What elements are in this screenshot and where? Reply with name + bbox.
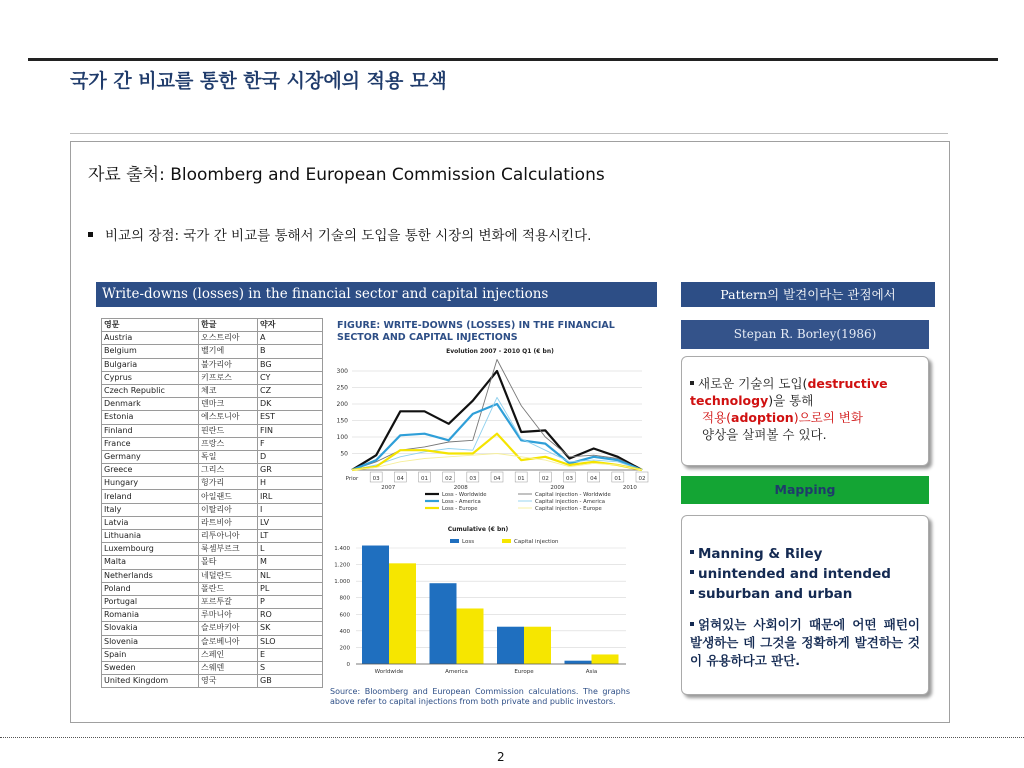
- card1-text-e: )으로의 변화: [793, 410, 863, 425]
- table-cell: S: [258, 661, 323, 674]
- x-tick-label: 04: [590, 476, 598, 482]
- legend-label: Loss: [462, 539, 475, 545]
- technology-adoption-card: [681, 356, 929, 466]
- year-label: 2007: [381, 485, 396, 491]
- category-label: Worldwide: [374, 669, 404, 675]
- mapping-note: [690, 616, 920, 670]
- year-label: 2010: [622, 485, 637, 491]
- y-tick-label: 150: [336, 417, 348, 425]
- bar: [457, 608, 484, 664]
- table-cell: Belgium: [102, 345, 199, 358]
- table-row: [102, 332, 323, 345]
- x-tick-label: 02: [445, 476, 453, 482]
- x-tick-label: Prior: [345, 476, 359, 482]
- mapping-item-text: suburban and urban: [698, 586, 853, 602]
- table-cell: GB: [258, 675, 323, 688]
- mapping-item-text: Manning & Riley: [698, 546, 823, 562]
- table-cell: 벨기에: [199, 345, 258, 358]
- table-cell: L: [258, 543, 323, 556]
- legend-label: Loss - Europe: [442, 506, 478, 512]
- table-cell: CZ: [258, 384, 323, 397]
- x-tick-label: 03: [372, 476, 380, 482]
- table-cell: 영문: [102, 319, 199, 332]
- y-tick-label: 50: [340, 450, 348, 458]
- y-tick-label: 300: [336, 368, 348, 375]
- y-tick-label: 250: [336, 384, 348, 392]
- y-tick-label: 1.400: [334, 546, 350, 552]
- table-cell: DK: [258, 398, 323, 411]
- table-cell: 슬로베니아: [199, 635, 258, 648]
- table-cell: EST: [258, 411, 323, 424]
- mapping-item: [690, 584, 920, 604]
- table-cell: Romania: [102, 609, 199, 622]
- card1-line2: [690, 409, 920, 426]
- legend-label: Capital injection - Worldwide: [535, 492, 611, 498]
- source-label: 자료 출처: [88, 165, 160, 185]
- table-row: [102, 371, 323, 384]
- table-cell: 약자: [258, 319, 323, 332]
- table-cell: BG: [258, 358, 323, 371]
- mapping-card: [681, 515, 929, 695]
- table-cell: Sweden: [102, 661, 199, 674]
- legend-swatch: [502, 539, 511, 543]
- table-row: [102, 503, 323, 516]
- table-cell: 오스트리아: [199, 332, 258, 345]
- table-cell: Cyprus: [102, 371, 199, 384]
- table-cell: 체코: [199, 384, 258, 397]
- mapping-note-text: 얽혀있는 사회이기 때문에 어떤 패턴이 발생하는 데 그것을 정확하게 발견하는 것이 유용하다고 판단.: [690, 617, 920, 668]
- mapping-item: [690, 564, 920, 584]
- card1-adoption: adoption: [731, 410, 794, 425]
- cumulative-bar-chart: [330, 522, 640, 684]
- table-cell: CY: [258, 371, 323, 384]
- table-row: [102, 595, 323, 608]
- x-tick-label: 03: [566, 476, 573, 482]
- card1-destructive-technology: destructive technology: [690, 376, 888, 408]
- table-cell: SK: [258, 622, 323, 635]
- x-tick-label: 01: [614, 476, 622, 482]
- legend-label: Capital injection - Europe: [535, 506, 602, 512]
- table-cell: RO: [258, 609, 323, 622]
- table-row: [102, 635, 323, 648]
- table-cell: France: [102, 437, 199, 450]
- table-cell: Slovakia: [102, 622, 199, 635]
- bar: [592, 654, 619, 664]
- table-row: [102, 675, 323, 688]
- table-cell: Estonia: [102, 411, 199, 424]
- advantage-line: [88, 224, 591, 244]
- y-tick-label: 600: [339, 612, 350, 619]
- table-row: [102, 582, 323, 595]
- table-cell: Czech Republic: [102, 384, 199, 397]
- square-bullet-icon: [690, 622, 694, 626]
- table-row: [102, 622, 323, 635]
- table-cell: Malta: [102, 556, 199, 569]
- table-cell: LV: [258, 516, 323, 529]
- table-cell: Greece: [102, 464, 199, 477]
- y-tick-label: 100: [336, 434, 348, 441]
- table-cell: 네덜란드: [199, 569, 258, 582]
- y-tick-label: 400: [339, 628, 350, 635]
- table-cell: Netherlands: [102, 569, 199, 582]
- table-cell: Lithuania: [102, 530, 199, 543]
- table-cell: NL: [258, 569, 323, 582]
- x-tick-label: 01: [421, 476, 428, 482]
- slide-title: 국가 간 비교를 통한 한국 시장에의 적용 모색: [70, 70, 447, 92]
- bottom-rule: [0, 737, 1024, 738]
- country-table: [101, 318, 323, 688]
- table-row: [102, 516, 323, 529]
- y-tick-label: 800: [339, 595, 350, 602]
- square-bullet-icon: [690, 570, 694, 574]
- table-cell: E: [258, 648, 323, 661]
- table-cell: 그리스: [199, 464, 258, 477]
- card1-text-a: 새로운 기술의 도입(: [698, 376, 808, 391]
- advantage-text: : 국가 간 비교를 통해서 기술의 도입을 통한 시장의 변화에 적용시킨다.: [174, 228, 592, 244]
- square-bullet-icon: [690, 381, 694, 385]
- x-tick-label: 03: [469, 476, 477, 482]
- table-cell: 영국: [199, 675, 258, 688]
- table-cell: 키프로스: [199, 371, 258, 384]
- table-row: [102, 556, 323, 569]
- table-cell: 스웨덴: [199, 661, 258, 674]
- bar: [389, 563, 416, 664]
- x-tick-label: 04: [493, 476, 501, 482]
- table-cell: Spain: [102, 648, 199, 661]
- y-tick-label: 1.000: [334, 579, 350, 586]
- square-bullet-icon: [690, 590, 694, 594]
- bar: [497, 627, 524, 664]
- table-cell: 포르투갈: [199, 595, 258, 608]
- legend-label: Loss - Worldwide: [442, 492, 487, 498]
- table-cell: Hungary: [102, 477, 199, 490]
- category-label: Asia: [585, 669, 598, 675]
- table-cell: Denmark: [102, 398, 199, 411]
- table-cell: Ireland: [102, 490, 199, 503]
- mapping-item-text: unintended and intended: [698, 566, 891, 582]
- table-row: [102, 464, 323, 477]
- table-row: [102, 450, 323, 463]
- evolution-line-chart: [330, 345, 650, 523]
- table-cell: A: [258, 332, 323, 345]
- table-cell: 한글: [199, 319, 258, 332]
- right-panel-header: Pattern의 발견이라는 관점에서: [681, 282, 935, 307]
- source-text: : Bloomberg and European Commission Calculations: [159, 165, 605, 185]
- table-cell: Slovenia: [102, 635, 199, 648]
- x-tick-label: 02: [541, 476, 549, 482]
- y-tick-label: 0: [346, 662, 350, 668]
- card1-line3: 양상을 살펴볼 수 있다.: [702, 427, 827, 442]
- table-cell: P: [258, 595, 323, 608]
- card1-line1: [690, 375, 920, 409]
- figure-source: Source: Bloomberg and European Commission calculations. The graphs above refer to capital injections from both private and public investors.: [330, 687, 630, 706]
- legend-label: Loss - America: [442, 499, 481, 505]
- page-number: 2: [497, 750, 505, 764]
- table-cell: 스페인: [199, 648, 258, 661]
- top-rule: [28, 58, 998, 61]
- category-label: Europe: [514, 669, 534, 675]
- category-label: America: [445, 669, 468, 675]
- table-cell: Germany: [102, 450, 199, 463]
- y-tick-label: 200: [339, 645, 350, 652]
- table-cell: 폴란드: [199, 582, 258, 595]
- mapping-bar: Mapping: [681, 476, 929, 504]
- legend-swatch: [450, 539, 459, 543]
- left-panel-header: Write-downs (losses) in the financial sector and capital injections: [96, 282, 657, 307]
- author-bar: Stepan R. Borley(1986): [681, 320, 929, 349]
- mapping-item: [690, 544, 920, 564]
- square-bullet-icon: [88, 232, 93, 237]
- table-cell: M: [258, 556, 323, 569]
- table-cell: Austria: [102, 332, 199, 345]
- table-row: [102, 358, 323, 371]
- y-tick-label: 1.200: [334, 562, 350, 569]
- table-row: [102, 490, 323, 503]
- table-cell: 몰타: [199, 556, 258, 569]
- table-row: [102, 648, 323, 661]
- table-cell: Finland: [102, 424, 199, 437]
- card1-text-d: 적용(: [702, 410, 732, 425]
- year-label: 2008: [453, 485, 468, 491]
- table-cell: 아일랜드: [199, 490, 258, 503]
- table-cell: PL: [258, 582, 323, 595]
- card1-text-c: )을 통해: [768, 393, 814, 408]
- table-cell: 독일: [199, 450, 258, 463]
- line-chart-title: Evolution 2007 - 2010 Q1 (€ bn): [446, 348, 554, 355]
- table-cell: 핀란드: [199, 424, 258, 437]
- table-cell: GR: [258, 464, 323, 477]
- x-tick-label: 01: [517, 476, 525, 482]
- table-row: [102, 661, 323, 674]
- table-row: [102, 569, 323, 582]
- advantage-label: 비교의 장점: [105, 228, 175, 244]
- table-row: [102, 530, 323, 543]
- table-cell: United Kingdom: [102, 675, 199, 688]
- table-row: [102, 398, 323, 411]
- y-tick-label: 200: [336, 401, 348, 408]
- bar: [362, 546, 389, 664]
- legend-label: Capital injection: [514, 539, 559, 545]
- table-cell: 루마니아: [199, 609, 258, 622]
- table-cell: IRL: [258, 490, 323, 503]
- x-tick-label: 02: [638, 476, 646, 482]
- table-cell: 라트비아: [199, 516, 258, 529]
- table-row: [102, 437, 323, 450]
- table-cell: Luxembourg: [102, 543, 199, 556]
- table-cell: FIN: [258, 424, 323, 437]
- table-cell: 불가리아: [199, 358, 258, 371]
- table-cell: SLO: [258, 635, 323, 648]
- table-cell: Bulgaria: [102, 358, 199, 371]
- x-tick-label: 04: [396, 476, 404, 482]
- table-cell: 룩셈부르크: [199, 543, 258, 556]
- table-cell: D: [258, 450, 323, 463]
- bar-chart-title: Cumulative (€ bn): [447, 526, 509, 533]
- source-line: [88, 160, 605, 185]
- table-cell: H: [258, 477, 323, 490]
- table-cell: F: [258, 437, 323, 450]
- table-cell: Italy: [102, 503, 199, 516]
- table-header-row: [102, 319, 323, 332]
- table-cell: 헝가리: [199, 477, 258, 490]
- table-cell: Portugal: [102, 595, 199, 608]
- bar: [565, 661, 592, 664]
- table-cell: Latvia: [102, 516, 199, 529]
- table-row: [102, 609, 323, 622]
- table-cell: 리투아니아: [199, 530, 258, 543]
- table-cell: 프랑스: [199, 437, 258, 450]
- table-row: [102, 411, 323, 424]
- table-cell: 슬로바키아: [199, 622, 258, 635]
- table-row: [102, 424, 323, 437]
- table-cell: 덴마크: [199, 398, 258, 411]
- table-cell: B: [258, 345, 323, 358]
- table-cell: 에스토니아: [199, 411, 258, 424]
- figure-title: FIGURE: WRITE-DOWNS (LOSSES) IN THE FINANCIAL SECTOR AND CAPITAL INJECTIONS: [337, 320, 615, 343]
- table-cell: 이탈리아: [199, 503, 258, 516]
- square-bullet-icon: [690, 550, 694, 554]
- table-row: [102, 384, 323, 397]
- table-row: [102, 345, 323, 358]
- title-divider: [70, 133, 948, 134]
- table-row: [102, 477, 323, 490]
- table-cell: Poland: [102, 582, 199, 595]
- year-label: 2009: [550, 485, 565, 491]
- legend-label: Capital injection - America: [535, 499, 606, 505]
- bar: [524, 627, 551, 664]
- table-cell: LT: [258, 530, 323, 543]
- table-cell: I: [258, 503, 323, 516]
- table-row: [102, 543, 323, 556]
- bar: [430, 583, 457, 664]
